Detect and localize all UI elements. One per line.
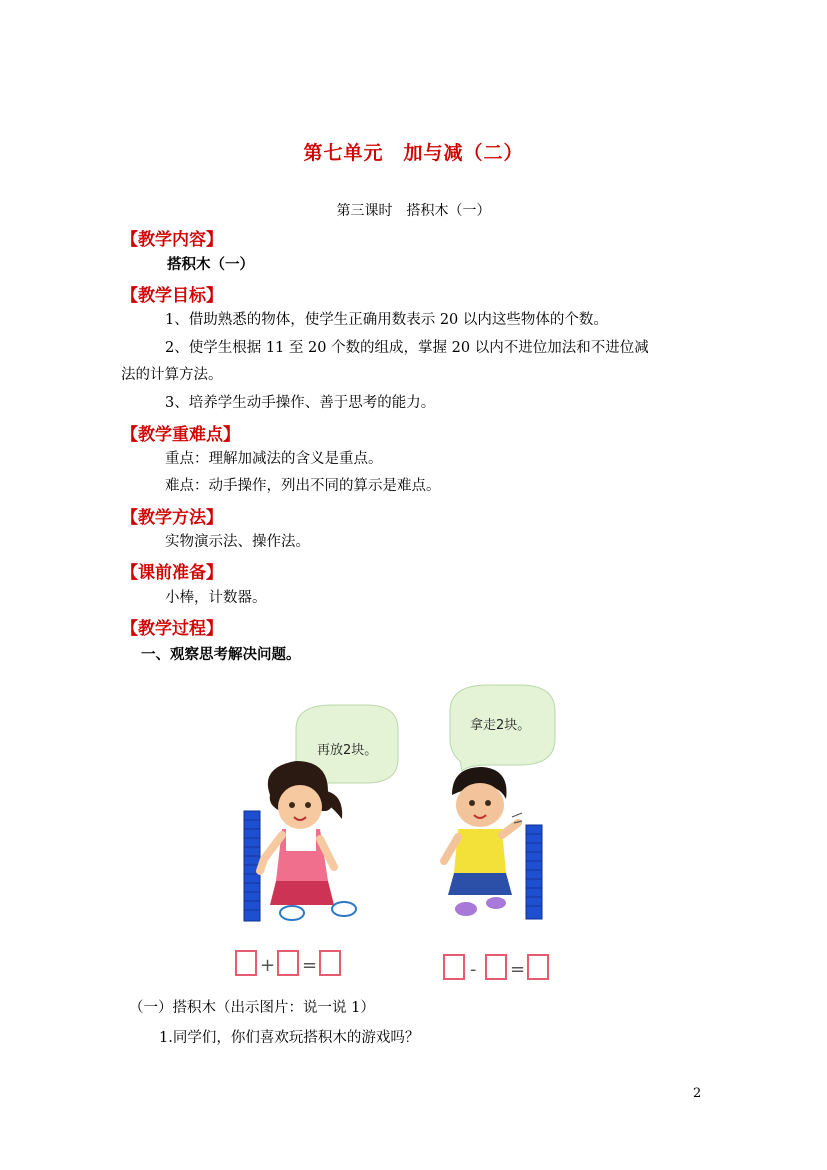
goal-item-2: 2、使学生根据 11 至 20 个数的组成，掌握 20 以内不进位加法和不进位减 [165, 340, 649, 356]
boy-bubble-text: 拿走2块。 [470, 718, 531, 733]
page-number: 2 [693, 1086, 702, 1101]
question-1: 1.同学们，你们喜欢玩搭积木的游戏吗？ [159, 1030, 420, 1046]
difference-box [528, 955, 548, 979]
girl-figure [260, 761, 356, 920]
heading-goals: 【教学目标】 [121, 286, 223, 306]
process-step-1: 一、观察思考解决问题。 [141, 646, 301, 663]
equals-sign-sub: = [510, 959, 526, 980]
boy-speech-bubble [450, 685, 555, 771]
page-title: 第七单元 加与减（二） [303, 142, 524, 164]
building-blocks-illustration [230, 683, 560, 983]
equals-sign-add: = [302, 955, 318, 976]
content-line: 搭积木（一） [167, 256, 254, 273]
heading-content: 【教学内容】 [121, 230, 223, 250]
addend-box-2 [278, 951, 298, 975]
key-point: 重点：理解加减法的含义是重点。 [165, 451, 383, 467]
prep-line: 小棒，计数器。 [165, 590, 267, 606]
plus-sign: + [260, 955, 276, 976]
addition-equation [236, 951, 340, 976]
minus-sign: - [470, 959, 477, 980]
girl-bubble-text: 再放2块。 [317, 743, 378, 758]
methods-line: 实物演示法、操作法。 [165, 534, 310, 550]
heading-prep: 【课前准备】 [121, 563, 223, 583]
sum-box [320, 951, 340, 975]
lesson-subtitle: 第三课时 搭积木（一） [336, 203, 491, 219]
part-1-label: （一）搭积木（出示图片：说一说 1） [129, 1000, 375, 1016]
minuend-box [444, 955, 464, 979]
heading-methods: 【教学方法】 [121, 508, 223, 528]
addend-box-1 [236, 951, 256, 975]
subtrahend-box [486, 955, 506, 979]
goal-item-1: 1、借助熟悉的物体，使学生正确用数表示 20 以内这些物体的个数。 [165, 312, 608, 328]
goal-item-3: 3、培养学生动手操作、善于思考的能力。 [165, 395, 436, 411]
subtraction-equation [444, 955, 548, 980]
illustration-svg [230, 683, 560, 983]
goal-item-2-cont: 法的计算方法。 [121, 367, 223, 383]
difficulty-point: 难点：动手操作，列出不同的算示是难点。 [165, 478, 441, 494]
heading-process: 【教学过程】 [121, 619, 223, 639]
heading-key-points: 【教学重难点】 [121, 425, 240, 445]
boy-figure [444, 767, 518, 917]
